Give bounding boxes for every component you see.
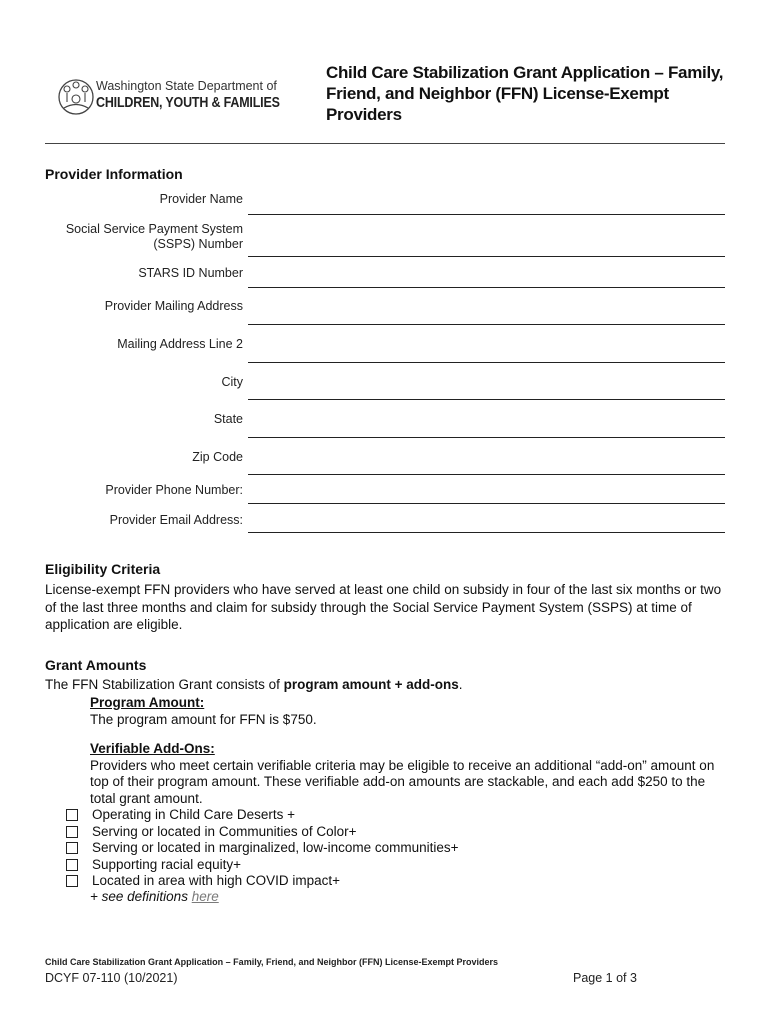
- stars-id-field[interactable]: [248, 287, 725, 288]
- grant-intro-suffix: .: [458, 677, 463, 692]
- state-field[interactable]: [248, 437, 725, 438]
- mailing-address-field[interactable]: [248, 324, 725, 325]
- checkbox[interactable]: [66, 875, 78, 887]
- program-amount-block: [90, 695, 317, 728]
- checkbox[interactable]: [66, 826, 78, 838]
- addons-text: Providers who meet certain verifiable criteria may be eligible to receive an additional “add-on” amount on top of their program amount. These verifiable add-on amounts are stackable, and each add $250 to the total grant amount.: [90, 757, 715, 806]
- grant-intro: [45, 676, 735, 694]
- footer-form-title: Child Care Stabilization Grant Application – Family, Friend, and Neighbor (FFN) License-Exempt Providers: [45, 957, 499, 967]
- addons-heading: Verifiable Add-Ons:: [90, 741, 215, 756]
- ssps-label-line1: Social Service Payment System: [65, 222, 243, 236]
- logo-agency-line: Washington State Department of: [96, 79, 277, 93]
- footer-page-number: Page 1 of 3: [573, 971, 637, 985]
- grant-intro-bold: program amount + add-ons: [283, 677, 459, 692]
- phone-number-field[interactable]: [248, 503, 725, 504]
- city-field[interactable]: [248, 399, 725, 400]
- ssps-number-label: [66, 222, 243, 252]
- definitions-prefix: + see definitions: [90, 889, 192, 904]
- addon-low-income-communities[interactable]: [66, 840, 459, 857]
- form-title: Child Care Stabilization Grant Application – Family, Friend, and Neighbor (FFN) License-Exempt Providers: [326, 63, 724, 124]
- email-address-field[interactable]: [248, 532, 725, 533]
- grant-amounts-heading: Grant Amounts: [45, 657, 147, 673]
- stars-id-label: STARS ID Number: [138, 266, 243, 280]
- checkbox[interactable]: [66, 842, 78, 854]
- program-amount-heading: Program Amount:: [90, 695, 205, 710]
- eligibility-heading: Eligibility Criteria: [45, 561, 161, 577]
- addon-label: Supporting racial equity+: [92, 856, 241, 872]
- addon-label: Located in area with high COVID impact+: [92, 873, 341, 888]
- mailing-address-2-label: Mailing Address Line 2: [117, 337, 243, 351]
- dcyf-logo: [56, 73, 280, 123]
- zip-code-field[interactable]: [248, 474, 725, 475]
- provider-name-field[interactable]: [248, 214, 725, 215]
- addon-covid-impact[interactable]: [66, 873, 459, 890]
- addon-label: Serving or located in marginalized, low-income communities+: [92, 840, 459, 855]
- addon-racial-equity[interactable]: [66, 857, 459, 874]
- grant-intro-prefix: The FFN Stabilization Grant consists of: [45, 677, 284, 692]
- definitions-note: [90, 889, 219, 904]
- zip-code-label: Zip Code: [192, 450, 243, 464]
- addon-label: Serving or located in Communities of Color+: [92, 823, 357, 839]
- phone-number-label: Provider Phone Number:: [105, 483, 243, 497]
- header-divider: [45, 143, 725, 144]
- provider-info-heading: Provider Information: [45, 166, 183, 182]
- footer-form-id: DCYF 07-110 (10/2021): [45, 971, 178, 985]
- state-label: State: [213, 412, 243, 426]
- definitions-link[interactable]: here: [191, 889, 219, 904]
- addon-child-care-deserts[interactable]: [66, 807, 459, 824]
- ssps-number-field[interactable]: [248, 256, 725, 257]
- addon-label: Operating in Child Care Deserts +: [92, 807, 295, 822]
- email-address-label: Provider Email Address:: [109, 513, 243, 527]
- mailing-address-label: Provider Mailing Address: [104, 299, 243, 313]
- checkbox[interactable]: [66, 859, 78, 871]
- eligibility-text: License-exempt FFN providers who have served at least one child on subsidy in four of the last six months or two of the last three months and claim for subsidy through the Social Service Payment System (SSPS) at time of application are eligible.: [45, 582, 722, 632]
- addons-checklist: [66, 807, 459, 890]
- addon-communities-of-color[interactable]: [66, 824, 459, 841]
- checkbox[interactable]: [66, 809, 78, 821]
- ssps-label-line2: (SSPS) Number: [153, 237, 243, 251]
- dcyf-family-icon: [56, 75, 96, 119]
- city-label: City: [221, 375, 243, 389]
- logo-agency-name: CHILDREN, YOUTH & FAMILIES: [96, 95, 280, 111]
- addons-block: [90, 741, 730, 807]
- program-amount-text: The program amount for FFN is $750.: [90, 711, 317, 727]
- provider-name-label: Provider Name: [159, 192, 243, 206]
- mailing-address-2-field[interactable]: [248, 362, 725, 363]
